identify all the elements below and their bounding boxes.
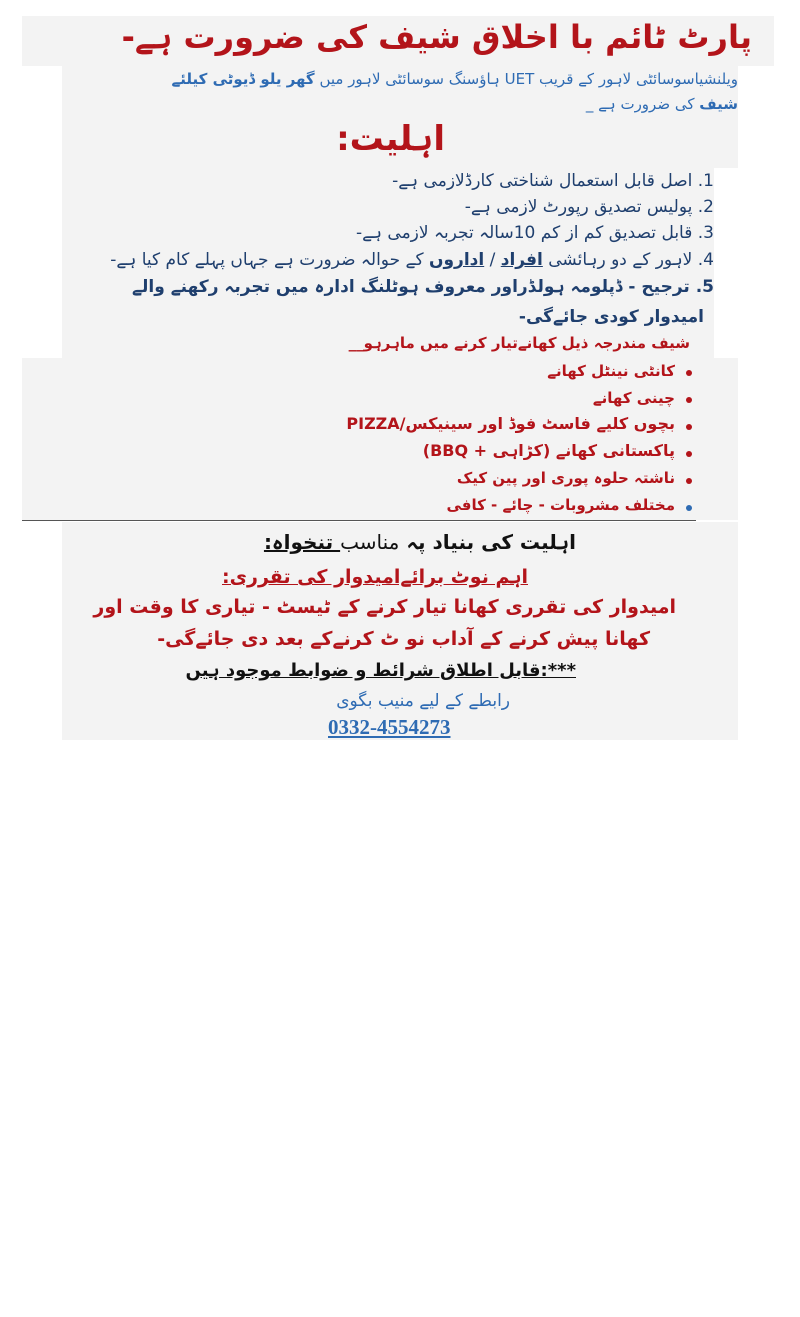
dish-item: پاکستانی کھانے (کڑاہی + BBQ) xyxy=(422,441,675,460)
intro-line-2 xyxy=(586,95,738,113)
salary-word: تنخواہ: xyxy=(263,530,341,554)
requirement-5-line-2: امیدوار کودی جائےگی- xyxy=(518,307,704,327)
qualification-heading: اہلیت: xyxy=(336,119,445,159)
requirement-4-pre: 4. لاہور کے دو رہائشی xyxy=(542,250,714,270)
note-body-line-2: کھانا پیش کرنے کے آداب نو ٹ کرنےکے بعد دی جائےگی- xyxy=(157,628,650,650)
note-heading: اہم نوٹ برائےامیدوار کی تقرری: xyxy=(222,566,528,588)
intro-line-1 xyxy=(171,70,738,88)
dish-item: مختلف مشروبات - چائے - کافی xyxy=(446,496,675,514)
intro-duty-text: گھر یلو ڈیوٹی کیلئے xyxy=(171,70,315,88)
salary-suitable: مناسب xyxy=(340,530,400,554)
bullet-icon xyxy=(686,451,692,457)
intro-need-text: کی ضرورت ہے _ xyxy=(585,95,700,113)
requirement-4-sep: / xyxy=(484,250,501,270)
requirement-4-institutions: اداروں xyxy=(428,250,485,270)
requirement-5-line-1: 5. ترجیح - ڈپلومہ ہولڈراور معروف ہوٹلنگ ادارہ میں تجربہ رکھنے والے xyxy=(132,277,714,297)
requirement-4-persons: افراد xyxy=(500,250,543,270)
dish-item: کانٹی نینٹل کھانے xyxy=(547,362,675,380)
requirement-3: 3. قابل تصدیق کم از کم 10سالہ تجربہ لازمی ہے- xyxy=(355,223,714,243)
requirement-4 xyxy=(110,249,714,270)
requirement-2: 2. پولیس تصدیق رپورٹ لازمی ہے- xyxy=(464,197,714,217)
bullet-icon xyxy=(686,424,692,430)
intro-chef-word: شیف xyxy=(699,95,738,113)
salary-line xyxy=(264,530,576,554)
bullet-icon xyxy=(686,478,692,484)
dish-item: چینی کھانے xyxy=(592,389,675,407)
bullet-icon xyxy=(686,505,692,511)
note-body-line-1: امیدوار کی تقرری کھانا تیار کرنے کے ٹیسٹ - تیاری کا وقت اور xyxy=(93,596,676,618)
dish-item: بچوں کلیے فاسٹ فوڈ اور سینیکس/PIZZA xyxy=(346,414,675,433)
requirement-1: 1. اصل قابل استعمال شناختی کارڈلازمی ہے- xyxy=(392,171,714,191)
requirement-4-post: کے حوالہ ضرورت ہے جہاں پہلے کام کیا ہے- xyxy=(110,250,429,270)
section-divider xyxy=(22,520,696,521)
terms-line: ***:قابل اطلاق شرائط و ضوابط موجود ہیں xyxy=(185,660,576,681)
skills-intro: شیف مندرجہ ذیل کھانےتیار کرنے میں ماہرہو__ xyxy=(348,334,690,352)
bullet-icon xyxy=(686,370,692,376)
bullet-icon xyxy=(686,397,692,403)
salary-basis: اہلیت کی بنیاد پہ xyxy=(399,530,576,554)
phone-number: 0332-4554273 xyxy=(328,715,451,739)
intro-text: ویلنشیاسوسائٹی لاہور کے قریب UET ہاؤسنگ سوسائٹی لاہور میں xyxy=(314,70,738,88)
contact-label: رابطے کے لیے منیب بگوی xyxy=(336,691,510,711)
dish-item: ناشتہ حلوہ پوری اور پین کیک xyxy=(456,469,675,487)
page-title: پارٹ ٹائم با اخلاق شیف کی ضرورت ہے- xyxy=(121,18,752,56)
